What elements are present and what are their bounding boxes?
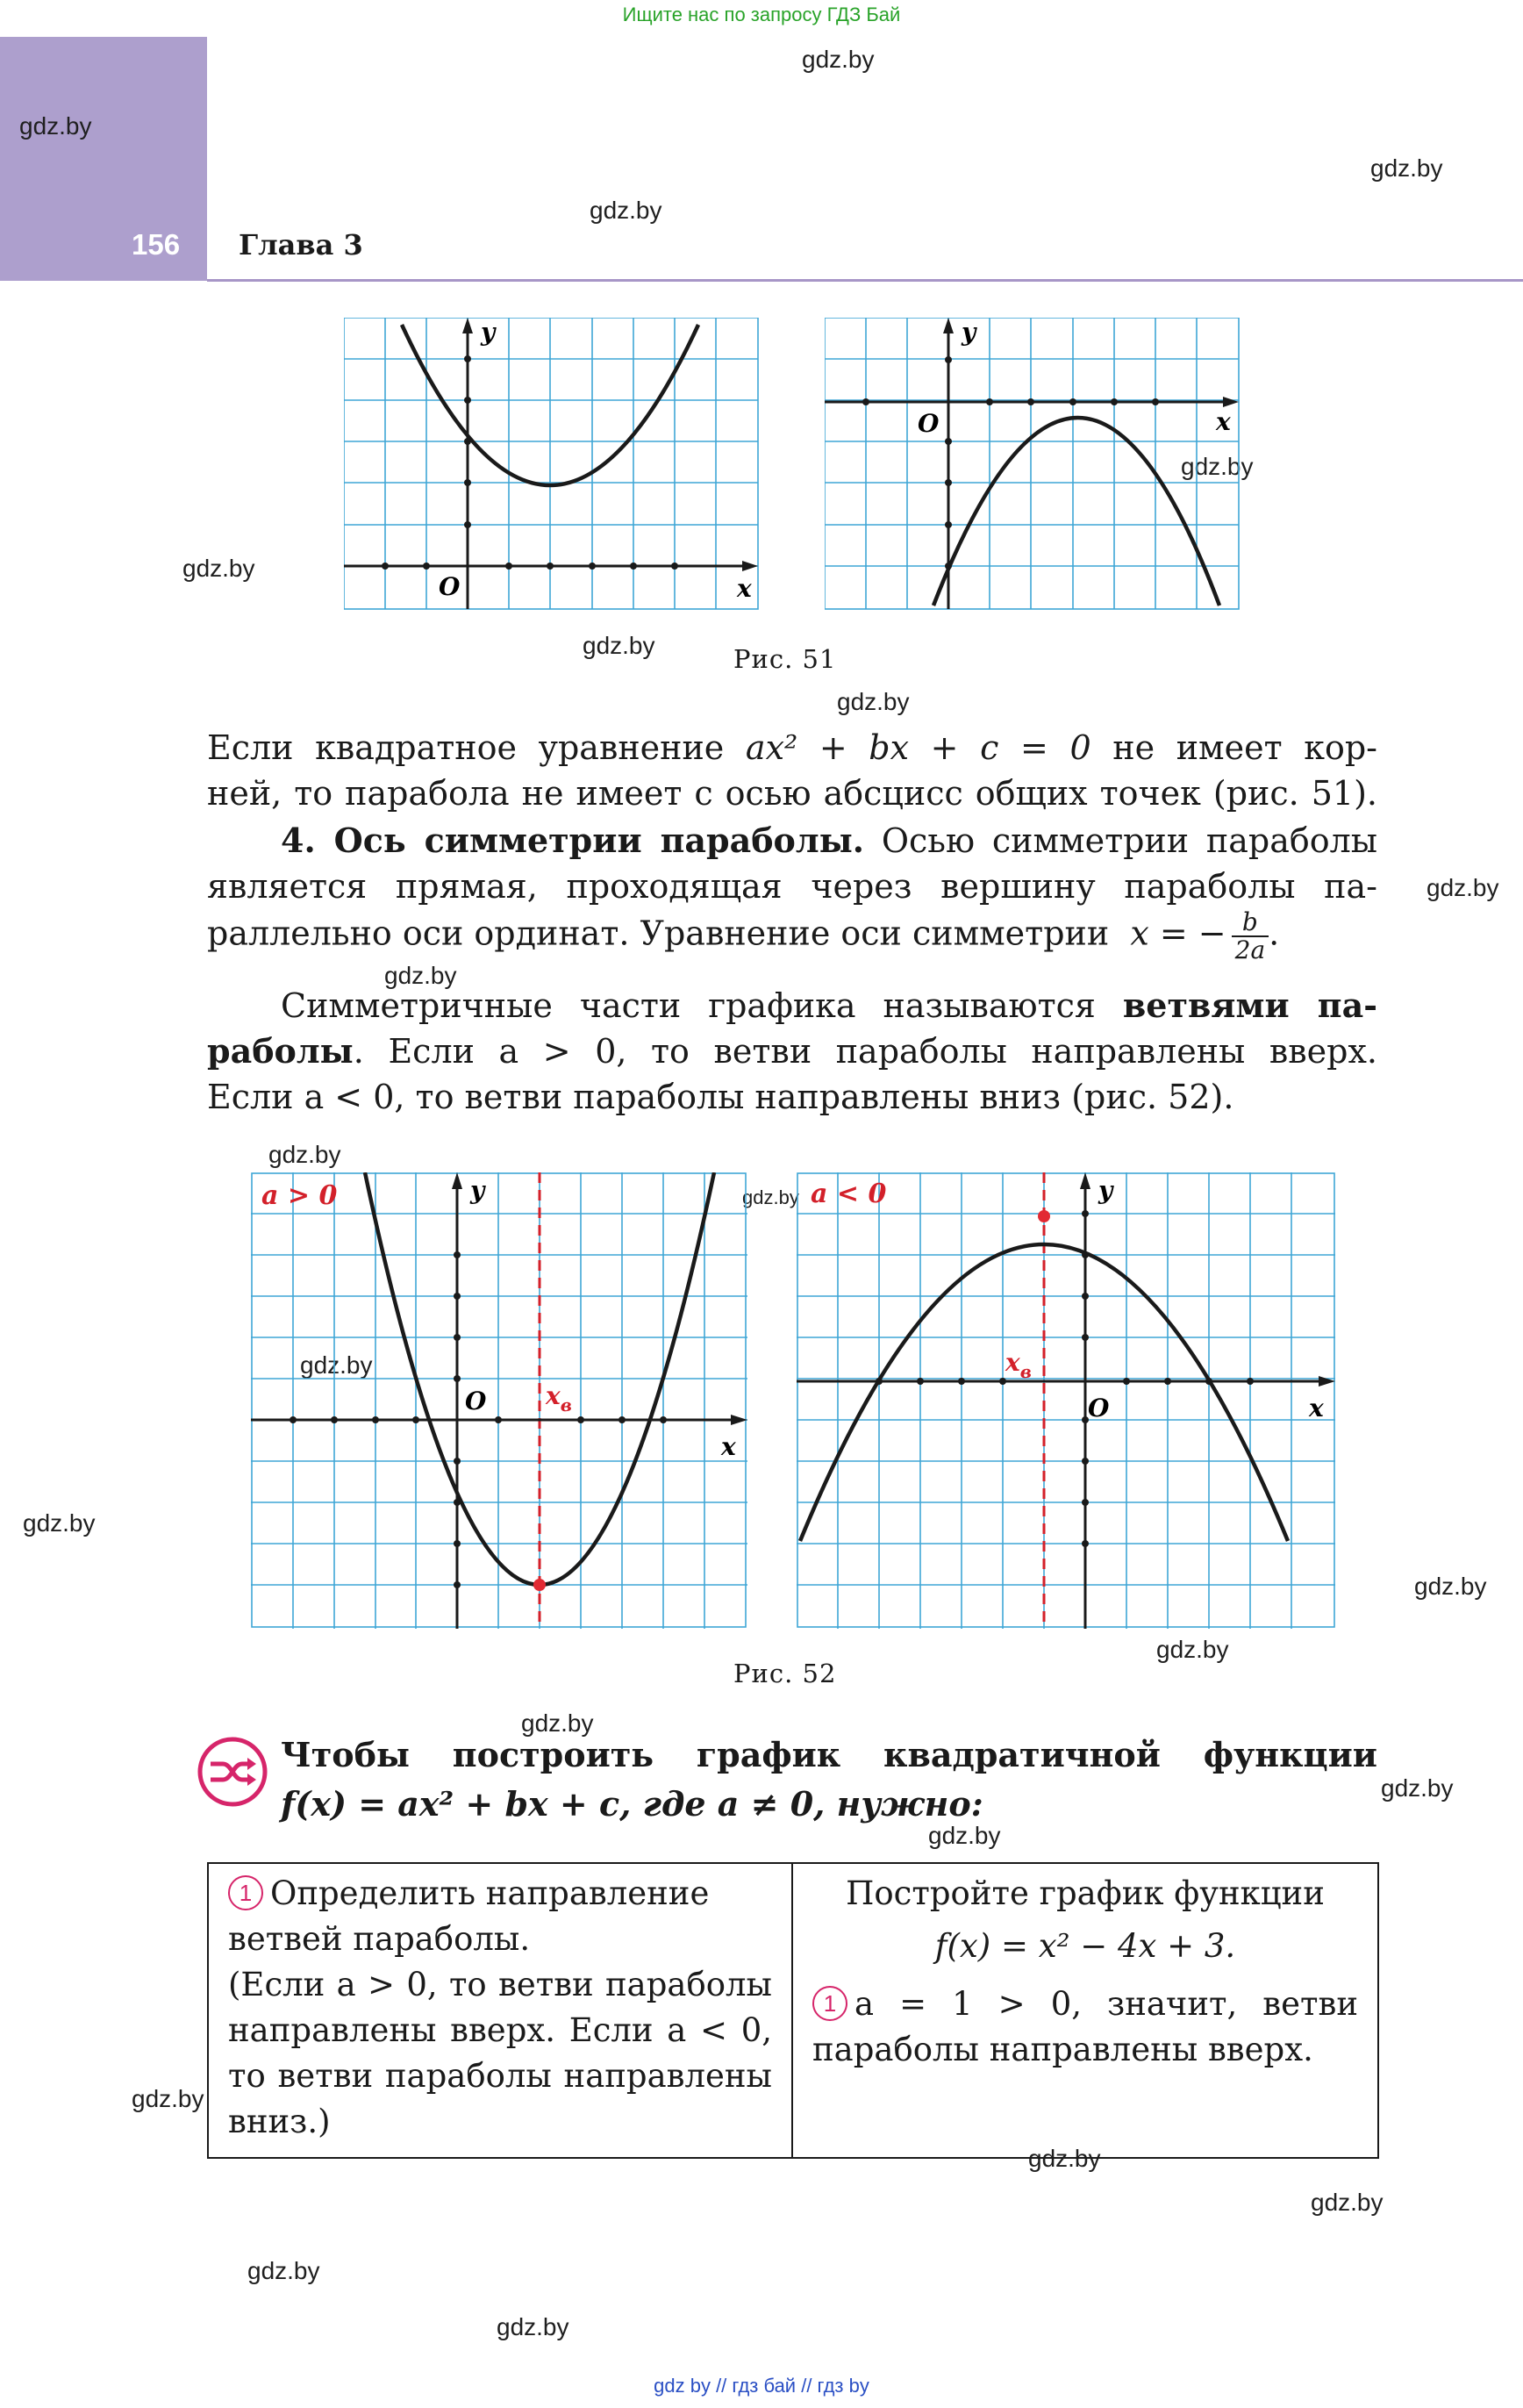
- watermark: gdz.by: [521, 1709, 594, 1737]
- footer-links[interactable]: gdz by // гдз бай // гдз by: [654, 2375, 869, 2397]
- watermark: gdz.by: [132, 2085, 204, 2112]
- watermark: gdz.by: [1370, 154, 1443, 182]
- watermark: gdz.by: [583, 632, 655, 659]
- watermark: gdz.by: [1381, 1774, 1454, 1802]
- fig51-graph-up: [344, 318, 760, 611]
- symmetry-fraction: $\frac{b}{2a}$: [1232, 909, 1269, 964]
- watermark: gdz.by: [23, 1509, 96, 1537]
- fig52-graph-a-positive: [251, 1172, 747, 1629]
- search-banner[interactable]: Ищите нас по запросу ГДЗ Бай: [622, 4, 901, 25]
- fig52-graph-a-negative: [797, 1172, 1335, 1629]
- chapter-title: Глава 3: [239, 228, 363, 262]
- y-label: y: [470, 1176, 485, 1205]
- rule-heading-line-2: f(x) = ax² + bx + c, где a ≠ 0, нужно:: [281, 1784, 983, 1824]
- watermark: gdz.by: [1156, 1636, 1229, 1663]
- paragraph-2-line-1: 4. Ось симметрии параболы. Осью симметрии параболы: [281, 821, 1377, 860]
- fig51-graph-down: [825, 318, 1241, 611]
- fig52-caption: Рис. 52: [733, 1659, 837, 1688]
- watermark: gdz.by: [590, 197, 662, 224]
- x-label: x: [737, 574, 752, 603]
- watermark: gdz.by: [1181, 453, 1254, 480]
- watermark: gdz.by: [497, 2313, 569, 2340]
- grid: [825, 318, 1239, 609]
- watermark: gdz.by: [1426, 874, 1499, 901]
- watermark: gdz.by: [802, 46, 875, 73]
- table-example-cell: Постройте график функции f(x) = x² − 4x + 3. 1 a = 1 > 0, значит, ветви параболы направлены вверх.: [792, 1863, 1378, 2158]
- watermark: gdz.by: [928, 1822, 1001, 1849]
- y-label: y: [1098, 1176, 1113, 1205]
- tag-a-negative: a < 0: [811, 1179, 887, 1209]
- fig51-caption: Рис. 51: [733, 644, 837, 674]
- algorithm-icon: [195, 1734, 270, 1810]
- rule-heading-line-1: Чтобы построить график квадратичной функции: [281, 1735, 1377, 1774]
- watermark: gdz.by: [268, 1141, 341, 1168]
- vertex-point: [1038, 1210, 1050, 1222]
- paragraph-3-line-1: Симметричные части графика называются ветвями па-: [281, 985, 1377, 1025]
- paragraph-2-line-2: является прямая, проходящая через вершину параболы па-: [207, 867, 1377, 906]
- x-label: x: [721, 1432, 736, 1461]
- watermark: gdz.by: [247, 2257, 320, 2284]
- y-label: y: [481, 318, 496, 347]
- vertex-x-label: $x_в$: [546, 1381, 572, 1415]
- y-label: y: [962, 318, 976, 347]
- header-divider: [207, 279, 1523, 282]
- step-number-badge: 1: [228, 1875, 263, 1910]
- table-step-cell: 1 Определить направление ветвей параболы. (Если a > 0, то ветви параболы направлены вверх. Если a < 0, то ветви параболы направлены вниз.): [208, 1863, 792, 2158]
- origin-label: O: [465, 1387, 487, 1415]
- x-label: x: [1216, 407, 1231, 436]
- origin-label: O: [1088, 1394, 1110, 1423]
- watermark: gdz.by: [182, 555, 255, 582]
- x-label: x: [1309, 1394, 1324, 1423]
- vertex-point: [533, 1579, 546, 1591]
- watermark: gdz.by: [837, 688, 910, 715]
- vertex-x-label: $x_в$: [1005, 1348, 1032, 1382]
- page-number: 156: [132, 228, 181, 261]
- algorithm-table: [207, 1862, 1379, 2159]
- origin-label: O: [918, 409, 940, 438]
- paragraph-3-line-3: Если a < 0, то ветви параболы направлены вниз (рис. 52).: [207, 1078, 1234, 1116]
- paragraph-1-line-1: Если квадратное уравнение ax² + bx + c = 0 не имеет кор-: [207, 728, 1377, 767]
- watermark: gdz.by: [19, 112, 92, 140]
- watermark: gdz.by: [1414, 1573, 1487, 1600]
- origin-label: O: [439, 572, 461, 601]
- paragraph-3-line-2: раболы. Если a > 0, то ветви параболы направлены вверх.: [207, 1031, 1377, 1071]
- watermark: gdz.by: [1311, 2189, 1384, 2216]
- watermark: gdz.by: [384, 962, 457, 989]
- watermark: gdz.by: [300, 1351, 373, 1379]
- watermark: gdz.by: [742, 1186, 799, 1208]
- tag-a-positive: a > 0: [261, 1180, 338, 1211]
- paragraph-1-line-2: ней, то парабола не имеет с осью абсцисс общих точек (рис. 51).: [207, 774, 1377, 813]
- watermark: gdz.by: [1028, 2145, 1101, 2172]
- grid: [797, 1172, 1335, 1629]
- step-number-badge: 1: [812, 1986, 847, 2021]
- paragraph-2-line-3: раллельно оси ординат. Уравнение оси симметрии x = − $\frac{b}{2a}$ .: [207, 907, 1280, 964]
- parabola-curve: [933, 418, 1219, 606]
